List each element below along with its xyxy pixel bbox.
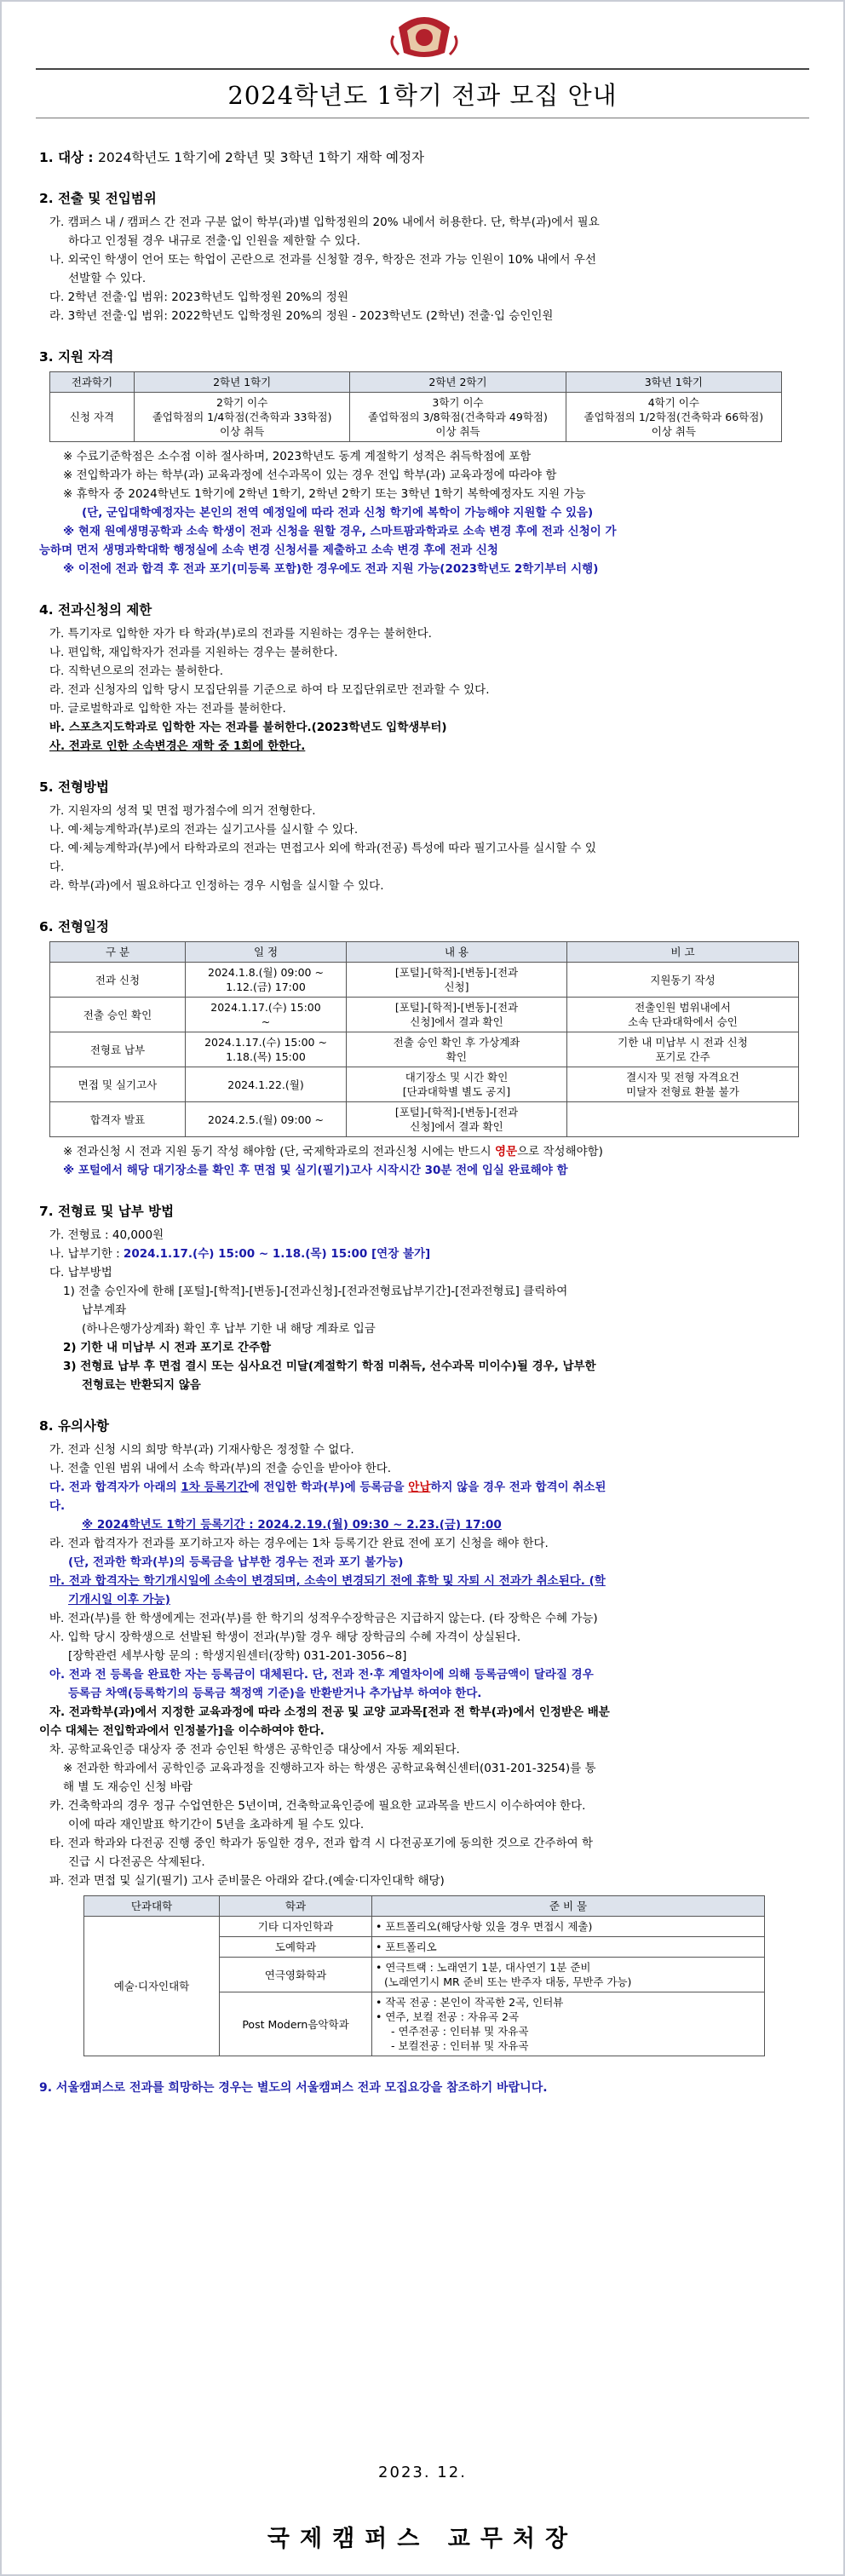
table-header: 내 용	[347, 942, 567, 963]
list-item: 2) 기한 내 미납부 시 전과 포기로 간주함	[63, 1341, 272, 1354]
table-row: 합격자 발표 2024.2.5.(월) 09:00 ~ [포털]-[학적]-[변동]-[전과 신청]에서 결과 확인	[50, 1102, 799, 1137]
note: 해 별 도 재승인 신청 바람	[63, 1780, 193, 1794]
list-item: 선발할 수 있다.	[68, 272, 147, 285]
list-item: (하나은행가상계좌) 확인 후 납부 기한 내 해당 계좌로 입금	[82, 1322, 376, 1336]
table-header: 비 고	[567, 942, 799, 963]
list-item: 납부계좌	[82, 1303, 127, 1317]
list-item: 다. 납부방법	[49, 1266, 112, 1279]
list-item: 가. 전과 신청 시의 희망 학부(과) 기재사항은 정정할 수 없다.	[49, 1443, 354, 1457]
list-item: 1) 전출 승인자에 한해 [포털]-[학적]-[변동]-[전과신청]-[전과전형료납부기간]-[전과전형료] 클릭하여	[63, 1285, 568, 1298]
list-item: 차. 공학교육인증 대상자 중 전과 승인된 학생은 공학인증 대상에서 자동 제외된다.	[49, 1743, 460, 1757]
table-row: Post Modern음악학과 • 작곡 전공 : 본인이 작곡한 2곡, 인터뷰 • 연주, 보컬 전공 : 자유곡 2곡 - 연주전공 : 인터뷰 및 자유곡 - 보컬전공 : 인터뷰 및 자유곡	[84, 1992, 765, 2056]
note: ※ 전과한 학과에서 공학인증 교육과정을 진행하고자 하는 학생은 공학교육혁신센터(031-201-3254)를 통	[63, 1762, 596, 1775]
list-item: 사. 전과로 인한 소속변경은 재학 중 1회에 한한다.	[49, 739, 306, 753]
list-item: 다.	[49, 1499, 66, 1513]
table-row: 전과 신청 2024.1.8.(월) 09:00 ~ 1.12.(금) 17:00 [포털]-[학적]-[변동]-[전과 신청] 지원동기 작성	[50, 963, 799, 998]
list-item: 나. 전출 인원 범위 내에서 소속 학과(부)의 전출 승인을 받아야 한다.	[49, 1462, 392, 1475]
table-header: 준 비 물	[372, 1896, 765, 1917]
notice-date: 2023. 12.	[378, 2464, 467, 2481]
list-item: 다. 직학년으로의 전과는 불허한다.	[49, 664, 224, 678]
table-row: 전출 승인 확인 2024.1.17.(수) 15:00 ~ [포털]-[학적]-[변동]-[전과 신청]에서 결과 확인 전출인원 범위내에서 소속 단과대학에서 승인	[50, 998, 799, 1032]
table-header: 2학년 2학기	[350, 372, 566, 393]
note: ※ 현재 원예생명공학과 소속 학생이 전과 신청을 원할 경우, 스마트팜과학과로 소속 변경 후에 전과 신청이 가	[63, 525, 617, 538]
table-header: 전과학기	[50, 372, 135, 393]
list-item: 가. 캠퍼스 내 / 캠퍼스 간 전과 구분 없이 학부(과)별 입학정원의 20% 내에서 허용한다. 단, 학부(과)에서 필요	[49, 216, 600, 229]
section-target: 1. 대상 : 2024학년도 1학기에 2학년 및 3학년 1학기 재학 예정자	[39, 150, 424, 165]
section-fee: 7. 전형료 및 납부 방법	[39, 1204, 175, 1219]
table-cell: 4학기 이수 졸업학점의 1/2학점(건축학과 66학점) 이상 취득	[566, 393, 781, 442]
note: (단, 군입대학예정자는 본인의 전역 예정일에 따라 전과 신청 학기에 복학이 가능해야 지원할 수 있음)	[82, 506, 594, 520]
table-cell: 신청 자격	[50, 393, 135, 442]
note: ※ 전입학과가 하는 학부(과) 교육과정에 선수과목이 있는 경우 전입 학부(과) 교육과정에 따라야 함	[63, 469, 557, 482]
list-item: 바. 전과(부)를 한 학생에게는 전과(부)를 한 학기의 성적우수장학금은 지급하지 않는다. (타 장학은 수혜 가능)	[49, 1612, 598, 1625]
preparation-table	[83, 1895, 765, 2056]
page-title: 2024학년도 1학기 전과 모집 안내	[227, 81, 618, 110]
header-rule	[36, 68, 809, 70]
note: ※ 2024학년도 1학기 등록기간 : 2024.2.19.(월) 09:30 ~ 2.23.(금) 17:00	[82, 1518, 502, 1532]
list-item: (단, 전과한 학과(부)의 등록금을 납부한 경우는 전과 포기 불가능)	[68, 1555, 404, 1569]
section-schedule: 6. 전형일정	[39, 919, 109, 934]
note: ※ 전과신청 시 전과 지원 동기 작성 해야함 (단, 국제학과로의 전과신청 시에는 반드시 영문으로 작성해야함)	[63, 1145, 603, 1159]
section-notes: 8. 유의사항	[39, 1418, 109, 1434]
table-row: 전형료 납부 2024.1.17.(수) 15:00 ~ 1.18.(목) 15:00 전출 승인 확인 후 가상계좌 확인 기한 내 미납부 시 전과 신청 포기로 간주	[50, 1032, 799, 1067]
table-header: 학과	[220, 1896, 372, 1917]
issuing-office: 국제캠퍼스 교무처장	[267, 2526, 578, 2552]
list-item: 3) 전형료 납부 후 면접 결시 또는 심사요건 미달(계절학기 학점 미취득, 선수과목 미이수)될 경우, 납부한	[63, 1360, 596, 1373]
table-row: 면접 및 실기고사 2024.1.22.(월) 대기장소 및 시간 확인 [단과대학별 별도 공지] 결시자 및 전형 자격요건 미달자 전형료 환불 불가	[50, 1067, 799, 1102]
list-item: 라. 학부(과)에서 필요하다고 인정하는 경우 시험을 실시할 수 있다.	[49, 879, 384, 893]
list-item: 라. 3학년 전출·입 범위: 2022학년도 입학정원 20%의 정원 - 2023학년도 (2학년) 전출·입 승인인원	[49, 309, 554, 323]
list-item: 파. 전과 면접 및 실기(필기) 고사 준비물은 아래와 같다.(예술·디자인대학 해당)	[49, 1874, 445, 1888]
table-row: 연극영화학과 • 연극트랙 : 노래연기 1분, 대사연기 1분 준비 (노래연기시 MR 준비 또는 반주자 대동, 무반주 가능)	[84, 1958, 765, 1992]
list-item: 가. 지원자의 성적 및 면접 평가점수에 의거 전형한다.	[49, 804, 316, 818]
table-row: 도예학과 • 포트폴리오	[84, 1937, 765, 1958]
list-item: 아. 전과 전 등록을 완료한 자는 등록금이 대체된다. 단, 전과 전·후 계열차이에 의해 등록금액이 달라질 경우	[49, 1668, 594, 1682]
notice-body	[39, 148, 809, 2102]
list-item: 자. 전과학부(과)에서 지정한 교육과정에 따라 소정의 전공 및 교양 교과목[전과 전 학부(과)에서 인정받은 배분	[49, 1705, 610, 1719]
list-item: 마. 글로벌학과로 입학한 자는 전과를 불허한다.	[49, 702, 286, 716]
list-item: 카. 건축학과의 경우 정규 수업연한은 5년이며, 건축학교육인증에 필요한 교과목을 반드시 이수하여야 한다.	[49, 1799, 586, 1813]
note: ※ 포털에서 해당 대기장소를 확인 후 면접 및 실기(필기)고사 시작시간 30분 전에 입실 완료해야 함	[63, 1164, 568, 1177]
table-header: 2학년 1학기	[135, 372, 350, 393]
table-header: 구 분	[50, 942, 186, 963]
list-item: 다.	[49, 860, 65, 874]
list-item: 다. 전과 합격자가 아래의 1차 등록기간에 전입한 학과(부)에 등록금을 안납하지 않을 경우 전과 합격이 취소된	[49, 1481, 606, 1494]
note: 능하며 먼저 생명과학대학 행정실에 소속 변경 신청서를 제출하고 소속 변경 후에 전과 신청	[39, 543, 498, 557]
list-item: 이수 대체는 전입학과에서 인정불가]을 이수하여야 한다.	[39, 1724, 325, 1738]
table-header: 일 정	[186, 942, 347, 963]
list-item: 나. 외국인 학생이 언어 또는 학업이 곤란으로 전과를 신청할 경우, 학장은 전과 가능 인원이 10% 내에서 우선	[49, 253, 596, 267]
list-item: 나. 예·체능계학과(부)로의 전과는 실기고사를 실시할 수 있다.	[49, 823, 359, 837]
list-item: 등록금 차액(등록학기의 등록금 책정액 기준)을 반환받거나 추가납부 하여야 한다.	[68, 1687, 482, 1700]
list-item: 다. 예·체능계학과(부)에서 타학과로의 전과는 면접고사 외에 학과(전공) 특성에 따라 필기고사를 실시할 수 있	[49, 842, 596, 855]
section-selection-method: 5. 전형방법	[39, 779, 109, 795]
note: ※ 수료기준학점은 소수점 이하 절사하며, 2023학년도 동계 계절학기 성적은 취득학점에 포함	[63, 450, 532, 463]
table-header: 3학년 1학기	[566, 372, 781, 393]
table-cell: 2학기 이수 졸업학점의 1/4학점(건축학과 33학점) 이상 취득	[135, 393, 350, 442]
list-item: 다. 2학년 전출·입 범위: 2023학년도 입학정원 20%의 정원	[49, 290, 348, 304]
list-item: 진급 시 다전공은 삭제된다.	[68, 1855, 205, 1869]
list-item: 기개시일 이후 가능)	[68, 1593, 170, 1607]
list-item: 나. 편입학, 재입학자가 전과를 지원하는 경우는 불허한다.	[49, 646, 338, 659]
section-restrictions: 4. 전과신청의 제한	[39, 602, 152, 618]
list-item: 나. 납부기한 : 2024.1.17.(수) 15:00 ~ 1.18.(목) 15:00 [연장 불가]	[49, 1247, 431, 1261]
note: ※ 휴학자 중 2024학년도 1학기에 2학년 1학기, 2학년 2학기 또는 3학년 1학기 복학예정자도 지원 가능	[63, 487, 586, 501]
table-header: 단과대학	[84, 1896, 220, 1917]
list-item: 마. 전과 합격자는 학기개시일에 소속이 변경되며, 소속이 변경되기 전에 휴학 및 자퇴 시 전과가 취소된다. (학	[49, 1574, 606, 1588]
section-eligibility: 3. 지원 자격	[39, 349, 114, 365]
list-item: 이에 따라 재인발표 학기간이 5년을 초과하게 될 수도 있다.	[68, 1818, 365, 1831]
list-item: 라. 전과 합격자가 전과를 포기하고자 하는 경우에는 1차 등록기간 완료 전에 포기 신청을 해야 한다.	[49, 1537, 549, 1550]
schedule-table	[49, 941, 799, 1137]
list-item: 바. 스포츠지도학과로 입학한 자는 전과를 불허한다.(2023학년도 입학생부터)	[49, 721, 447, 734]
list-item: [장학관련 세부사항 문의 : 학생지원센터(장학) 031-201-3056~8]	[68, 1649, 407, 1663]
note: ※ 이전에 전과 합격 후 전과 포기(미등록 포함)한 경우에도 전과 지원 가능(2023학년도 2학기부터 시행)	[63, 562, 599, 576]
list-item: 전형료는 반환되지 않음	[82, 1378, 201, 1392]
list-item: 하다고 인정될 경우 내규로 전출·입 인원을 제한할 수 있다.	[68, 234, 360, 248]
list-item: 가. 전형료 : 40,000원	[49, 1228, 164, 1242]
eligibility-table	[49, 371, 782, 442]
list-item: 타. 전과 학과와 다전공 진행 중인 학과가 동일한 경우, 전과 합격 시 다전공포기에 동의한 것으로 간주하여 학	[49, 1837, 594, 1850]
list-item: 라. 전과 신청자의 입학 당시 모집단위를 기준으로 하여 타 모집단위로만 전과할 수 있다.	[49, 683, 490, 697]
university-emblem-icon	[387, 10, 462, 63]
table-row: 예술·디자인대학 기타 디자인학과 • 포트폴리오(해당사항 있을 경우 면접시 제출)	[84, 1917, 765, 1937]
table-cell: 3학기 이수 졸업학점의 3/8학점(건축학과 49학점) 이상 취득	[350, 393, 566, 442]
section-seoul-note: 9. 서울캠퍼스로 전과를 희망하는 경우는 별도의 서울캠퍼스 전과 모집요강을 참조하기 바랍니다.	[39, 2081, 548, 2095]
list-item: 가. 특기자로 입학한 자가 타 학과(부)로의 전과를 지원하는 경우는 불허한다.	[49, 627, 432, 641]
list-item: 사. 입학 당시 장학생으로 선발된 학생이 전과(부)할 경우 해당 장학금의 수혜 자격이 상실된다.	[49, 1630, 521, 1644]
section-transfer-scope: 2. 전출 및 전입범위	[39, 191, 157, 206]
